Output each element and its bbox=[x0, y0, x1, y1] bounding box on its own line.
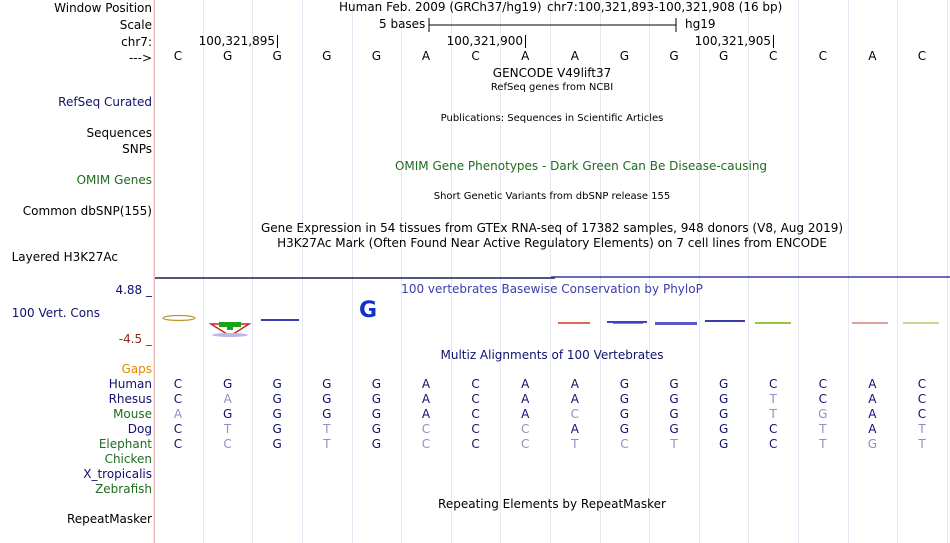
species-label[interactable]: Dog bbox=[127, 422, 152, 436]
aligned-base: C bbox=[421, 422, 431, 436]
aligned-base: G bbox=[371, 422, 382, 436]
reference-base: G bbox=[272, 49, 282, 63]
aligned-base: C bbox=[917, 377, 927, 391]
reference-base: G bbox=[322, 49, 332, 63]
reference-base: G bbox=[371, 49, 382, 63]
omim-track-title: OMIM Gene Phenotypes - Dark Green Can Be Disease-causing bbox=[394, 159, 768, 173]
reference-base: C bbox=[173, 49, 183, 63]
multiz-track-title: Multiz Alignments of 100 Vertebrates bbox=[440, 348, 664, 362]
reference-base: A bbox=[570, 49, 579, 63]
reference-base: G bbox=[669, 49, 679, 63]
track-label-column bbox=[0, 0, 155, 543]
aligned-base: G bbox=[272, 407, 282, 421]
dbsnp-label[interactable]: Common dbSNP(155) bbox=[22, 204, 152, 218]
aligned-base: C bbox=[620, 437, 629, 451]
aligned-base: C bbox=[173, 377, 183, 391]
aligned-base: G bbox=[222, 407, 233, 421]
aligned-base: G bbox=[322, 377, 332, 391]
species-label[interactable]: Elephant bbox=[98, 437, 152, 451]
dbsnp-track-title: Short Genetic Variants from dbSNP release 155 bbox=[433, 191, 671, 202]
aligned-base: T bbox=[819, 422, 827, 436]
aligned-base: C bbox=[223, 437, 232, 451]
aligned-base: C bbox=[471, 377, 480, 391]
repeatmasker-track-title: Repeating Elements by RepeatMasker bbox=[438, 497, 666, 511]
aligned-base: G bbox=[669, 392, 679, 406]
scale-label: Scale bbox=[119, 18, 152, 32]
aligned-base: G bbox=[371, 407, 382, 421]
aligned-base: C bbox=[520, 437, 530, 451]
sequences-label[interactable]: Sequences bbox=[86, 126, 152, 140]
gtex-track-title: Gene Expression in 54 tissues from GTEx RNA-seq of 17382 samples, 948 donors (V8, Aug 2019) bbox=[260, 221, 844, 235]
phylop-base-glyph: G bbox=[359, 298, 378, 323]
species-label[interactable]: Zebrafish bbox=[95, 482, 152, 496]
aligned-base: G bbox=[619, 422, 630, 436]
species-label[interactable]: Chicken bbox=[104, 452, 152, 466]
aligned-base: G bbox=[718, 377, 729, 391]
aligned-base: G bbox=[718, 422, 729, 436]
aligned-base: T bbox=[323, 437, 331, 451]
aligned-base: A bbox=[521, 392, 530, 406]
aligned-base: T bbox=[323, 422, 331, 436]
aligned-base: T bbox=[223, 422, 232, 436]
aligned-base: G bbox=[669, 422, 679, 436]
aligned-base: G bbox=[272, 437, 282, 451]
aligned-base: G bbox=[272, 392, 282, 406]
assembly-text: Human Feb. 2009 (GRCh37/hg19) bbox=[339, 0, 542, 14]
gencode-track-title[interactable]: GENCODE V49lift37 bbox=[492, 66, 612, 80]
species-label[interactable]: X_tropicalis bbox=[83, 467, 152, 481]
aligned-base: C bbox=[471, 437, 480, 451]
aligned-base: G bbox=[272, 377, 282, 391]
gaps-label[interactable]: Gaps bbox=[121, 362, 152, 376]
aligned-base: T bbox=[670, 437, 678, 451]
aligned-base: G bbox=[669, 407, 679, 421]
aligned-base: G bbox=[322, 392, 332, 406]
repeatmasker-label[interactable]: RepeatMasker bbox=[66, 512, 152, 526]
reference-base: G bbox=[718, 49, 729, 63]
cons-label[interactable]: 100 Vert. Cons bbox=[11, 306, 100, 320]
aligned-base: C bbox=[471, 392, 480, 406]
aligned-base: C bbox=[520, 422, 530, 436]
aligned-base: G bbox=[818, 407, 828, 421]
species-label[interactable]: Mouse bbox=[113, 407, 152, 421]
phylop-conservation-plot bbox=[155, 296, 950, 346]
aligned-base: G bbox=[718, 407, 729, 421]
h3k27ac-signal bbox=[155, 272, 950, 282]
cons-max-label: 4.88 _ bbox=[115, 283, 152, 297]
aligned-base: C bbox=[768, 437, 778, 451]
aligned-base: A bbox=[868, 422, 877, 436]
track-image-area[interactable] bbox=[155, 0, 950, 543]
aligned-base: C bbox=[173, 437, 183, 451]
aligned-base: C bbox=[421, 437, 431, 451]
aligned-base: T bbox=[819, 437, 827, 451]
aligned-base: C bbox=[570, 407, 579, 421]
publications-track-title: Publications: Sequences in Scientific Articles bbox=[440, 113, 664, 124]
aligned-base: A bbox=[421, 407, 431, 421]
aligned-base: A bbox=[421, 377, 431, 391]
aligned-base: G bbox=[619, 377, 630, 391]
ruler-tick-mark bbox=[525, 35, 526, 48]
aligned-base: A bbox=[421, 392, 431, 406]
reference-base: A bbox=[421, 49, 431, 63]
aligned-base: A bbox=[570, 422, 579, 436]
reference-base: A bbox=[868, 49, 877, 63]
aligned-base: A bbox=[173, 407, 183, 421]
ruler-tick-label: 100,321,905 bbox=[694, 34, 771, 48]
ruler-tick-mark bbox=[773, 35, 774, 48]
ruler-tick-label: 100,321,900 bbox=[446, 34, 523, 48]
reference-base: C bbox=[818, 49, 827, 63]
aligned-base: A bbox=[570, 392, 579, 406]
aligned-base: C bbox=[173, 392, 183, 406]
aligned-base: T bbox=[571, 437, 579, 451]
layered-label[interactable]: Layered H3K27Ac bbox=[11, 250, 118, 264]
scale-bar-text: 5 bases bbox=[379, 17, 426, 31]
aligned-base: C bbox=[818, 377, 827, 391]
aligned-base: G bbox=[619, 407, 630, 421]
omim-label[interactable]: OMIM Genes bbox=[76, 173, 152, 187]
aligned-base: C bbox=[768, 422, 778, 436]
snps-label[interactable]: SNPs bbox=[122, 142, 152, 156]
aligned-base: G bbox=[371, 377, 382, 391]
aligned-base: G bbox=[619, 392, 630, 406]
aligned-base: A bbox=[521, 377, 530, 391]
species-label[interactable]: Rhesus bbox=[108, 392, 152, 406]
reference-base: C bbox=[471, 49, 480, 63]
aligned-base: T bbox=[769, 392, 777, 406]
aligned-base: A bbox=[868, 392, 877, 406]
aligned-base: G bbox=[718, 437, 729, 451]
aligned-base: A bbox=[223, 392, 232, 406]
reference-base: G bbox=[619, 49, 630, 63]
strand-label: ---> bbox=[128, 51, 152, 65]
aligned-base: A bbox=[868, 377, 877, 391]
refseq-label[interactable]: RefSeq Curated bbox=[58, 95, 152, 109]
aligned-base: C bbox=[917, 407, 927, 421]
aligned-base: A bbox=[521, 407, 530, 421]
position-text: chr7:100,321,893-100,321,908 (16 bp) bbox=[547, 0, 783, 14]
aligned-base: G bbox=[669, 377, 679, 391]
cons-min-label: -4.5 _ bbox=[118, 332, 152, 346]
ruler-tick-label: 100,321,895 bbox=[198, 34, 275, 48]
h3k27ac-track-title: H3K27Ac Mark (Often Found Near Active Regulatory Elements) on 7 cell lines from ENCODE bbox=[277, 236, 827, 250]
reference-base: A bbox=[521, 49, 530, 63]
reference-base: C bbox=[768, 49, 778, 63]
aligned-base: A bbox=[570, 377, 579, 391]
scale-bar bbox=[425, 16, 685, 34]
reference-base: C bbox=[917, 49, 927, 63]
aligned-base: T bbox=[918, 422, 926, 436]
aligned-base: C bbox=[768, 377, 778, 391]
aligned-base: G bbox=[867, 437, 878, 451]
aligned-base: G bbox=[371, 437, 382, 451]
refseq-track-title: RefSeq genes from NCBI bbox=[490, 82, 614, 93]
aligned-base: G bbox=[272, 422, 282, 436]
aligned-base: G bbox=[718, 392, 729, 406]
scale-db-text: hg19 bbox=[685, 17, 716, 31]
aligned-base: T bbox=[769, 407, 777, 421]
aligned-base: A bbox=[868, 407, 877, 421]
aligned-base: G bbox=[222, 377, 233, 391]
grid-line bbox=[153, 0, 154, 543]
window-position-label: Window Position bbox=[54, 1, 152, 15]
ruler-tick-mark bbox=[277, 35, 278, 48]
phylop-track-title: 100 vertebrates Basewise Conservation by PhyloP bbox=[401, 282, 703, 296]
aligned-base: G bbox=[322, 407, 332, 421]
aligned-base: G bbox=[371, 392, 382, 406]
reference-base: G bbox=[222, 49, 233, 63]
aligned-base: C bbox=[173, 422, 183, 436]
species-label[interactable]: Human bbox=[108, 377, 152, 391]
aligned-base: C bbox=[471, 422, 480, 436]
chrom-label: chr7: bbox=[121, 35, 152, 49]
aligned-base: C bbox=[917, 392, 927, 406]
aligned-base: T bbox=[918, 437, 926, 451]
aligned-base: C bbox=[818, 392, 827, 406]
aligned-base: C bbox=[471, 407, 480, 421]
